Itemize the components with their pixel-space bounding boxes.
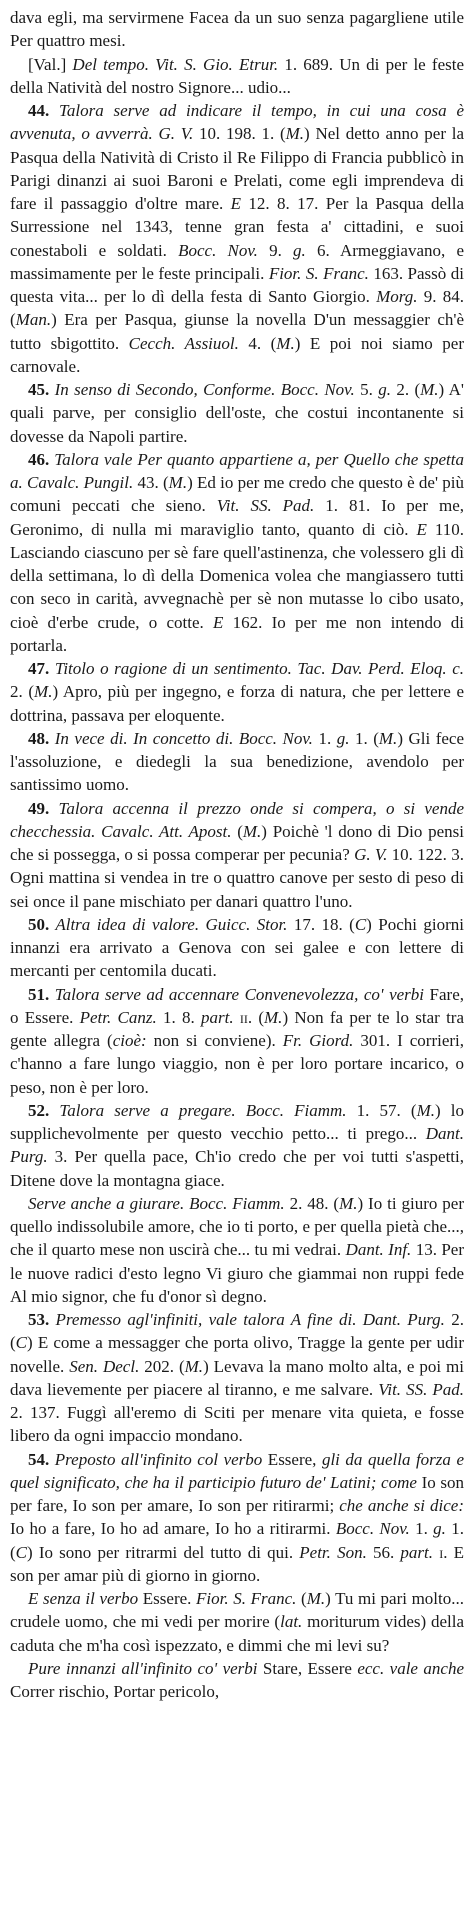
text-run: 2. 48. ( — [284, 1193, 340, 1213]
text-run: 2. ( — [390, 380, 421, 399]
dictionary-entry — [10, 657, 464, 727]
italic-text: C — [15, 1333, 28, 1353]
italic-text: Preposto all'infinito col verbo — [49, 1449, 263, 1469]
text-run: [Val.] — [28, 54, 73, 74]
italic-text: gli da quella forza e quel significato, che ha il participio futuro de' Latini; come — [10, 1449, 464, 1492]
italic-text: che anche si dice: — [339, 1496, 464, 1515]
text-run: 1. — [409, 1519, 434, 1539]
text-run: 9. — [257, 240, 294, 260]
italic-text: Sen. Decl. — [69, 1356, 140, 1376]
text-run: 6. Armeggiavano, e massimamente per le feste principali. — [10, 240, 464, 283]
italic-text: Bocc. Nov. — [178, 240, 258, 260]
italic-text: Talora accenna il prezzo onde si compera, o si vende checchessia. Cavalc. Att. Apost. — [10, 798, 464, 841]
text-run: moriturum vides) della caduta che m'ha così ispezzato, e dimmi che mi levi su? — [10, 1612, 464, 1655]
text-run: 56. — [366, 1542, 401, 1562]
text-run: ) Ed io per me credo che questo è de' più comuni peccati che sieno. — [10, 473, 464, 516]
italic-text: Talora serve ad accennare Convenevolezza, co' verbi — [49, 984, 425, 1004]
italic-text: g. — [336, 728, 350, 748]
text-run: ) A' quali parve, per consiglio dell'oste, che costui incontanente si dovesse da Napoli partire. — [10, 380, 464, 446]
dictionary-entry — [10, 1448, 464, 1588]
italic-text: Man. — [15, 310, 52, 330]
text-run: dava egli, ma servirmene Facea da un suo senza pagargliene utile Per quattro mesi. — [10, 8, 464, 51]
text-run: 4. ( — [238, 333, 277, 353]
text-run: 1. ( — [349, 728, 379, 748]
entry-number: 54. — [28, 1449, 50, 1469]
entry-number: 46. — [28, 449, 50, 469]
dictionary-entry — [10, 1099, 464, 1192]
text-run: Io son per fare, Io son per amare, Io son per ritirarmi; — [10, 1472, 464, 1515]
text-run: 17. 18. ( — [287, 914, 355, 934]
entry-number: 51. — [28, 984, 50, 1004]
italic-text: M. — [420, 380, 439, 399]
italic-text: part. — [400, 1542, 434, 1562]
italic-text: Morg. — [376, 287, 418, 306]
italic-text: Petr. Canz. — [79, 1007, 157, 1027]
italic-text: E — [230, 194, 242, 213]
italic-text: M. — [285, 124, 305, 144]
dictionary-entry — [10, 99, 464, 378]
dictionary-entry — [10, 1657, 464, 1704]
text-run: ) Io sono per ritrarmi del tutto di qui. — [27, 1542, 300, 1562]
italic-text: In vece di. In concetto di. Bocc. Nov. — [49, 728, 313, 748]
text-run: ) Era per Pasqua, giunse la novella D'un messaggier ch'è tutto sbigottito. — [10, 310, 464, 353]
italic-text: Fior. S. Franc. — [268, 263, 369, 283]
small-caps-text: ii — [239, 1007, 248, 1027]
text-run: ) lo supplichevolmente per questo vecchio petto... ti prego... — [10, 1100, 464, 1143]
entry-number: 52. — [28, 1100, 50, 1120]
text-run: 1. — [312, 728, 337, 748]
text-run: 301. I corrieri, c'hanno a fare lungo viaggio, non è per loro portare incarico, o peso, non è per loro. — [10, 1031, 465, 1097]
italic-text: ecc. vale anche — [357, 1658, 464, 1678]
italic-text: M. — [339, 1193, 358, 1213]
dictionary-entry — [10, 53, 464, 100]
italic-text: M. — [306, 1589, 326, 1608]
italic-text: G. V. — [354, 845, 388, 864]
text-run: non si conviene). — [146, 1031, 283, 1050]
italic-text: E senza il verbo — [28, 1589, 139, 1608]
text-run: 1. 8. — [156, 1007, 201, 1027]
text-run: ) Tu mi pari molto... crudele uomo, che mi vedi per morire ( — [10, 1589, 465, 1632]
italic-text: C — [354, 914, 367, 934]
text-run: 9. 84. ( — [10, 287, 464, 330]
text-run: ) Levava la mano molto alta, e poi mi dava lievemente per piacere al tiranno, e me salvare. — [10, 1356, 465, 1399]
dictionary-entry — [10, 913, 464, 983]
italic-text: M. — [378, 728, 398, 748]
text-run: 163. Passò di questa vita... per lo dì della festa di Santo Giorgio. — [10, 263, 464, 306]
italic-text: Cecch. Assiuol. — [128, 333, 239, 353]
text-run: ) Non fa per te lo star tra gente allegra ( — [10, 1007, 465, 1050]
text-run: ) E poi noi siamo per carnovale. — [10, 333, 465, 376]
italic-text: Titolo o ragione di un sentimento. Tac. Dav. Perd. Eloq. c. — [49, 659, 464, 678]
text-run: ) Apro, più per ingegno, e forza di natura, che per lettere e dottrina, passava per eloquente. — [10, 682, 465, 725]
italic-text: Fior. S. Franc. — [196, 1589, 297, 1608]
italic-text: M. — [184, 1356, 204, 1376]
italic-text: M. — [264, 1007, 283, 1027]
dictionary-entry — [10, 727, 464, 797]
text-run: Correr rischio, Portar pericolo, — [10, 1682, 220, 1701]
italic-text: Del tempo. Vit. S. Gio. Etrur. — [72, 54, 279, 74]
text-run: ) E come a messagger che porta olivo, Tragge la gente per udir novelle. — [10, 1333, 464, 1376]
text-run: . E son per amar più di giorno in giorno. — [10, 1542, 464, 1585]
italic-text: Talora serve a pregare. Bocc. Fiamm. — [49, 1100, 347, 1120]
text-run: 110. Lasciando ciascuno per sè fare quell'astinenza, che volessero gli dì della settimana, lo dì della Domenica volea che mangiassero tutti con seco in carità, avvegnachè per sè non mutasse lo cibo usato, cioè d'erbe crude, o cotte. — [10, 519, 464, 632]
entry-number: 49. — [28, 798, 50, 818]
italic-text: Vit. SS. Pad. — [378, 1379, 465, 1399]
text-run: 2. ( — [10, 682, 35, 702]
text-run: 202. ( — [139, 1356, 185, 1376]
italic-text: lat. — [280, 1612, 303, 1632]
text-run: 2. ( — [10, 1310, 464, 1353]
italic-text: g. — [293, 240, 306, 260]
continued-text — [10, 6, 464, 53]
italic-text: C — [15, 1542, 28, 1562]
dictionary-entry — [10, 1308, 464, 1448]
italic-text: Talora serve ad indicare il tempo, in cui una cosa è avvenuta, o avverrà. G. V. — [10, 101, 464, 144]
italic-text: g. — [378, 380, 391, 399]
text-run: 12. 8. 17. Per la Pasqua della Surressione nel 1343, tenne gran festa a' cittadini, e suoi conestaboli e soldati. — [10, 194, 464, 260]
text-run: . ( — [247, 1007, 265, 1027]
text-run: 1. ( — [10, 1519, 464, 1562]
italic-text: M. — [168, 473, 188, 492]
dictionary-entry — [10, 797, 464, 913]
italic-text: Premesso agl'infiniti, vale talora A fine di. Dant. Purg. — [49, 1310, 445, 1329]
italic-text: M. — [242, 821, 262, 841]
italic-text: Dant. Purg. — [10, 1124, 464, 1167]
italic-text: cioè: — [112, 1031, 147, 1050]
italic-text: Serve anche a giurare. Bocc. Fiamm. — [28, 1193, 285, 1213]
dictionary-entry — [10, 1587, 464, 1657]
entry-number: 48. — [28, 728, 50, 748]
italic-text: Vit. SS. Pad. — [216, 496, 315, 516]
text-run: 10. 122. 3. Ogni mattina si vendea in tre o quattro canove per sesto di peso di sei once il pane mischiato per danari quattro l'uno. — [10, 845, 464, 911]
italic-text: M. — [416, 1100, 435, 1120]
text-run: 43. ( — [133, 473, 169, 492]
italic-text: M. — [34, 682, 53, 702]
text-run: ) Gli fece l'assoluzione, e diedegli la sua benedizione, avendolo per santissimo uomo. — [10, 728, 465, 795]
text-run: Fare, o Essere. — [10, 984, 464, 1027]
text-run: 13. Per le nuove radici d'esto legno Vi giuro che giammai non ruppi fede Al mio signor, che fu d'onor sì degno. — [10, 1240, 464, 1306]
text-run: Io ho a fare, Io ho ad amare, Io ho a ritirarmi. — [10, 1519, 336, 1539]
text-run: ( — [296, 1589, 307, 1608]
dictionary-entry — [10, 983, 464, 1099]
entry-number: 53. — [28, 1310, 50, 1329]
italic-text: M. — [276, 333, 295, 353]
entry-number: 44. — [28, 101, 50, 120]
text-run: 2. 137. Fuggì all'eremo di Sciti per menare vita quieta, e fosse libero da ogni impaccio mondano. — [10, 1403, 464, 1446]
text-run: Stare, Essere — [257, 1658, 358, 1678]
italic-text: Altra idea di valore. Guicc. Stor. — [49, 914, 288, 934]
text-run: 5. — [354, 380, 379, 399]
italic-text: E — [213, 612, 224, 632]
italic-text: part. — [200, 1007, 234, 1027]
dictionary-entry — [10, 378, 464, 448]
text-run: 162. Io per me non intendo di portarla. — [10, 612, 464, 655]
text-run: 1. 689. Un di per le feste della Natività del nostro Signore... udio... — [10, 54, 464, 97]
entry-number: 47. — [28, 659, 50, 678]
italic-text: Bocc. Nov. — [335, 1519, 410, 1539]
text-run: 1. 81. Io per me, Geronimo, di nulla mi maraviglio tanto, quanto di ciò. — [10, 496, 464, 539]
text-run: ) Poichè 'l dono di Dio pensi che si possegga, o si possa comperar per pecunia? — [10, 821, 464, 864]
text-run: ( — [231, 821, 243, 841]
italic-text: Talora vale Per quanto appartiene a, per Quello che spetta a. Cavalc. Pungil. — [10, 449, 464, 492]
text-run: ) Io ti giuro per quello indissolubile amore, che io ti porto, e per quella pietà che..., che il quarto mese non uscirà che... tu mi vedrai. — [10, 1193, 464, 1260]
italic-text: E — [416, 519, 427, 539]
entry-number: 45. — [28, 380, 50, 399]
italic-text: Pure innanzi all'infinito co' verbi — [28, 1658, 258, 1678]
text-run: ) Pochi giorni innanzi era arrivato a Genova con sei galee e con lettere di mercanti per centomila ducati. — [10, 914, 464, 981]
text-run: 10. 198. 1. ( — [193, 124, 286, 144]
dictionary-entry — [10, 1192, 464, 1308]
entry-number: 50. — [28, 914, 50, 934]
small-caps-text: i — [439, 1542, 444, 1562]
text-run: 1. 57. ( — [346, 1100, 417, 1120]
italic-text: Petr. Son. — [299, 1542, 367, 1562]
italic-text: g. — [433, 1519, 446, 1539]
text-run: 3. Per quella pace, Ch'io credo che per voi tutti s'aspetti, Ditene dove la montagna giace. — [10, 1147, 464, 1190]
dictionary-entry — [10, 448, 464, 657]
italic-text: In senso di Secondo, Conforme. Bocc. Nov. — [49, 380, 355, 399]
text-run: Essere, — [262, 1449, 322, 1469]
italic-text: Fr. Giord. — [282, 1031, 354, 1050]
text-run: ) Nel detto anno per la Pasqua della Natività di Cristo il Re Filippo di Francia pubblicò in Parigi dinanzi ai suoi Baroni e Prelati, come egli imprendeva di fare il passaggio d'oltre mare. — [10, 124, 465, 213]
italic-text: Dant. Inf. — [345, 1240, 412, 1260]
text-run: Essere. — [138, 1589, 197, 1608]
